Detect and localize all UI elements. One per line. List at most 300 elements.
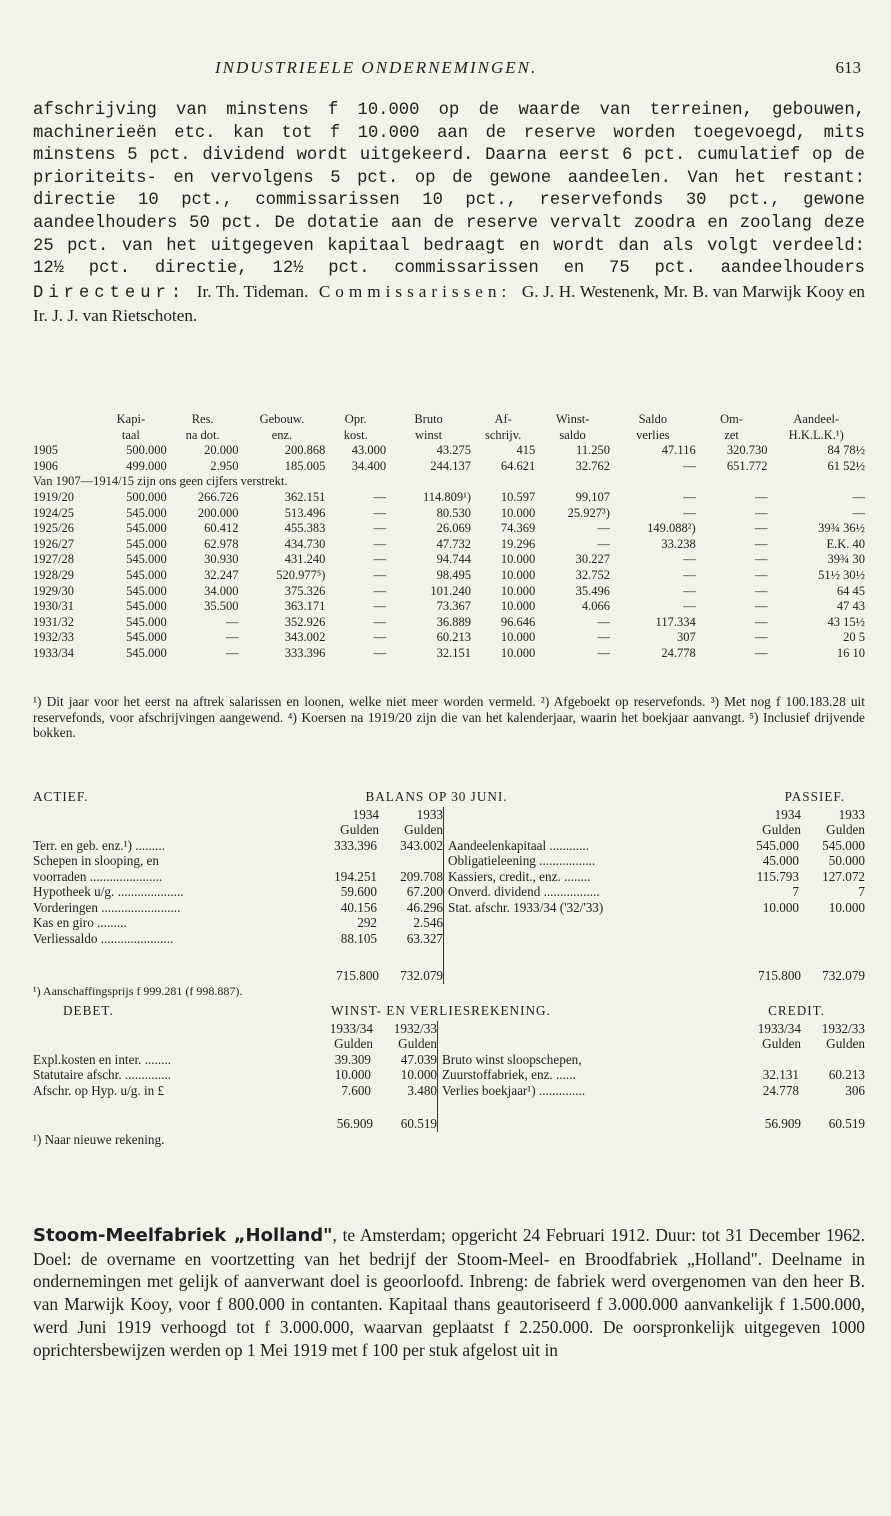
stats-cell: —: [373, 630, 387, 645]
credit-value-1: 24.778: [762, 1082, 799, 1098]
passief-row: [448, 853, 865, 869]
passief-value-1: 10.000: [762, 899, 799, 915]
passief-label: Stat. afschr. 1933/34 ('32/'33): [448, 899, 604, 915]
stats-cell: 545.000: [126, 630, 167, 645]
stats-cell: 26.069: [436, 521, 472, 536]
credit-value-2: 60.213: [828, 1067, 865, 1082]
stats-header-cell: H.K.L.K.¹): [788, 427, 844, 442]
stats-cell: 651.772: [726, 458, 768, 473]
stats-cell: —: [373, 505, 387, 520]
stats-cell: —: [683, 552, 696, 567]
wv-left-title: DEBET.: [63, 1003, 114, 1018]
debet-row: [33, 1083, 437, 1099]
stats-cell: 1919/20: [33, 489, 74, 504]
stats-cell: —: [852, 489, 865, 504]
stats-cell: 320.730: [726, 443, 768, 458]
credit-value-1: [737, 1052, 799, 1068]
stats-cell: —: [683, 567, 696, 582]
stats-cell: —: [373, 599, 387, 614]
wv-total-right-2: 60.519: [828, 1116, 865, 1131]
stats-header-cell: Saldo: [638, 412, 668, 426]
stats-cell: 39¾ 36½: [818, 521, 865, 536]
actief-value-2: 46.296: [406, 899, 443, 915]
stats-cell: 4.066: [581, 599, 610, 614]
stats-cell: 362.151: [284, 489, 326, 504]
stats-header-cell: Kapi-: [116, 412, 146, 426]
passief-value-2: 50.000: [828, 853, 865, 868]
stats-cell: —: [683, 489, 696, 504]
stats-cell: 513.496: [284, 505, 326, 520]
stats-cell: 1926/27: [33, 536, 74, 551]
stats-cell: 500.000: [126, 489, 167, 504]
year-col-2: 1932/33: [821, 1020, 865, 1036]
credit-row: [442, 1052, 865, 1068]
year-col-2: 1933: [838, 806, 865, 822]
stats-cell: —: [226, 630, 239, 645]
passief-label: Aandeelenkapitaal ............: [448, 837, 589, 853]
stats-cell: 1929/30: [33, 583, 74, 598]
credit-label: Zuurstoffabriek, enz. ......: [442, 1067, 576, 1082]
stats-header-cell: winst: [415, 427, 443, 442]
stats-cell: 20 5: [843, 630, 865, 645]
stats-cell: —: [754, 599, 768, 614]
stats-header-cell: Om-: [720, 412, 744, 426]
stats-header-cell: kost.: [343, 427, 368, 442]
stats-cell: 375.326: [284, 583, 326, 598]
stats-cell: —: [754, 630, 768, 645]
actief-row: [33, 853, 443, 869]
unit-col-1: Gulden: [762, 1036, 801, 1051]
stats-cell: 415: [516, 443, 536, 458]
passief-value-2: 7: [858, 884, 865, 899]
stats-row: [33, 521, 865, 537]
intro-text: afschrijving van minstens f 10.000 op de waarde van terreinen, gebouwen, machinerieën etc. kan tot f 10.000 aan de reserve worden toegevoegd, mits minstens 5 pct. dividend wordt uitgekeerd. Daarna eerst 6 pct. cumulatief op de prioriteits- en vervolgens 5 pct. op de gewone aandeelen. Van het restant: directie 10 pct., commissarissen 10 pct., reservefonds 30 pct., gewone aandeelhouders 50 pct. De dotatie aan de reserve vervalt zoodra en zoolang deze 25 pct. van het uitgegeven kapitaal bedraagt en wordt dan als volgt verdeeld: 12½ pct. directie, 12½ pct. commissarissen en 75 pct. aandeelhouders: [33, 101, 865, 279]
actief-label: Vorderingen ........................: [33, 899, 181, 915]
stats-cell: 35.496: [575, 583, 610, 598]
stats-cell: —: [597, 630, 610, 645]
stats-cell: 1927/28: [33, 552, 74, 567]
stats-row: [33, 584, 865, 600]
actief-label: Terr. en geb. enz.¹) .........: [33, 837, 165, 853]
stats-row: [33, 490, 865, 506]
stats-cell: 80.530: [436, 505, 472, 520]
stats-cell: 96.646: [500, 614, 536, 629]
passief-value-1: 45.000: [762, 853, 799, 868]
actief-value-2: 2.546: [413, 915, 443, 930]
actief-value-1: 292: [357, 915, 377, 930]
stats-cell: 200.000: [197, 505, 239, 520]
passief-value-1: 7: [792, 884, 799, 899]
stats-cell: —: [754, 536, 768, 551]
stats-cell: 60.412: [204, 521, 239, 536]
stats-cell: 545.000: [126, 552, 167, 567]
actief-value-1: 88.105: [340, 930, 377, 946]
balance-title: BALANS OP 30 JUNI.: [365, 789, 508, 804]
stats-cell: 455.383: [284, 521, 326, 536]
wv-total-right-1: 56.909: [764, 1116, 801, 1131]
stats-cell: 149.088²): [647, 521, 696, 536]
stats-cell: —: [373, 645, 387, 660]
wv-footnote: ¹) Naar nieuwe rekening.: [33, 1131, 165, 1147]
stats-header-cell: Gebouw.: [259, 412, 305, 426]
stats-cell: 10.000: [500, 552, 536, 567]
stats-header-cell: Winst-: [555, 412, 590, 426]
year-col-2: 1932/33: [393, 1020, 437, 1036]
stats-cell: —: [373, 536, 387, 551]
stats-header-cell: taal: [121, 427, 140, 442]
stats-cell: 43 15½: [827, 614, 865, 629]
passief-value-2: 545.000: [822, 837, 865, 853]
passief-value-1: 545.000: [756, 837, 799, 853]
year-col-1: 1933/34: [329, 1020, 373, 1036]
stats-cell: 32.247: [204, 567, 239, 582]
stats-cell: 114.809¹): [422, 489, 472, 504]
actief-value-2: 67.200: [406, 884, 443, 899]
stats-header-cell: Af-: [494, 412, 512, 426]
wv-total-left-1: 56.909: [336, 1116, 373, 1131]
stats-cell: 10.000: [500, 583, 536, 598]
stats-cell: —: [373, 521, 387, 536]
stats-cell: 307: [676, 630, 696, 645]
stats-cell: 30.227: [575, 552, 610, 567]
stats-cell: 10.000: [500, 645, 536, 660]
stats-cell: 545.000: [126, 583, 167, 598]
stats-cell: —: [373, 583, 387, 598]
actief-value-2: 209.708: [400, 868, 443, 884]
credit-value-1: 32.131: [762, 1067, 799, 1082]
actief-label: Schepen in slooping, en: [33, 853, 159, 868]
unit-col-1: Gulden: [762, 822, 801, 837]
company-name: Stoom-Meelfabriek „Holland": [33, 1225, 333, 1246]
stats-cell: 30.930: [204, 552, 239, 567]
credit-value-2: 306: [845, 1082, 865, 1098]
passief-label: Onverd. dividend .................: [448, 884, 600, 899]
footnotes-text: ¹) Dit jaar voor het eerst na aftrek salarissen en loonen, welke niet meer worden vermeld. ²) Afgeboekt op reservefonds. ³) Met nog f 100.183.28 uit reservefonds, voor afschrijvingen aangewend. ⁴) Koersen na 1919/20 zijn die van het kalenderjaar, waarin het boekjaar aanvangt. ⁵) Inclusief drijvende bokken.: [33, 694, 865, 740]
stats-cell: 64 45: [836, 583, 865, 598]
wv-right-title: CREDIT.: [768, 1003, 825, 1018]
company-entry: [33, 1224, 865, 1361]
actief-row: [33, 915, 443, 931]
stats-cell: 545.000: [126, 567, 167, 582]
stats-cell: 94.744: [436, 552, 472, 567]
balance-total-left-2: 732.079: [400, 968, 443, 983]
stats-cell: —: [754, 567, 768, 582]
credit-row: [442, 1083, 865, 1099]
stats-cell: —: [597, 614, 610, 629]
stats-header-cell: [33, 412, 95, 428]
year-col-1: 1934: [352, 806, 379, 822]
actief-value-2: 343.002: [400, 837, 443, 853]
actief-value-1: [315, 853, 377, 869]
credit-value-2: [799, 1052, 865, 1068]
stats-cell: —: [754, 614, 768, 629]
balance-left-title: ACTIEF.: [33, 789, 89, 804]
passief-row: [448, 869, 865, 885]
debet-label: Afschr. op Hyp. u/g. in £: [33, 1082, 165, 1098]
actief-label: Verliessaldo ......................: [33, 930, 174, 946]
actief-row: [33, 900, 443, 916]
stats-row: [33, 506, 865, 522]
stats-gap-text: Van 1907—1914/15 zijn ons geen cijfers verstrekt.: [33, 474, 288, 489]
balance-right-title: PASSIEF.: [784, 789, 845, 804]
debet-value-2: 3.480: [407, 1082, 437, 1098]
year-col-1: 1933/34: [757, 1020, 801, 1036]
stats-cell: 117.334: [655, 614, 696, 629]
stats-cell: 62.978: [204, 536, 239, 551]
wv-title: WINST- EN VERLIESREKENING.: [331, 1003, 551, 1018]
stats-cell: —: [226, 645, 239, 660]
passief-label: Kassiers, credit., enz. ........: [448, 868, 591, 884]
stats-cell: —: [597, 521, 610, 536]
unit-col-1: Gulden: [340, 822, 379, 837]
stats-cell: 16 10: [836, 645, 865, 660]
stats-cell: 434.730: [284, 536, 326, 551]
intro-paragraph: [33, 100, 865, 330]
stats-cell: 64.621: [500, 458, 536, 473]
stats-cell: 352.926: [284, 614, 326, 629]
stats-cell: 47.116: [661, 443, 696, 458]
stats-cell: —: [852, 505, 865, 520]
stats-cell: 266.726: [197, 489, 239, 504]
stats-cell: 47.732: [436, 536, 472, 551]
commissarissen-names: G. J. H. Westenenk, Mr. B. van Marwijk Kooy en Ir. J. J. van Rietschoten.: [33, 281, 865, 326]
stats-header-row: [33, 412, 865, 428]
wv-total-left-2: 60.519: [400, 1116, 437, 1131]
passief-row: [448, 884, 865, 900]
statistics-table: [33, 412, 865, 662]
stats-cell: —: [683, 583, 696, 598]
stats-row: [33, 552, 865, 568]
stats-header-cell: schrijv.: [484, 427, 522, 442]
actief-row: [33, 869, 443, 885]
debet-row: [33, 1052, 437, 1068]
stats-cell: —: [683, 599, 696, 614]
stats-cell: —: [226, 614, 239, 629]
stats-cell: 545.000: [126, 536, 167, 551]
stats-cell: —: [373, 614, 387, 629]
stats-cell: 244.137: [430, 458, 472, 473]
stats-cell: 60.213: [436, 630, 472, 645]
stats-cell: —: [754, 645, 768, 660]
stats-header-cell: Opr.: [344, 412, 367, 426]
stats-cell: 51½ 30½: [818, 567, 865, 582]
stats-cell: 32.151: [436, 645, 472, 660]
stats-cell: —: [683, 505, 696, 520]
debet-row: [33, 1067, 437, 1083]
stats-cell: 545.000: [126, 505, 167, 520]
stats-header-cell: na dot.: [185, 427, 220, 442]
stats-cell: —: [754, 505, 768, 520]
stats-cell: 43.000: [351, 443, 387, 458]
stats-cell: 1931/32: [33, 614, 74, 629]
passief-value-1: 115.793: [756, 868, 799, 884]
debet-label: Statutaire afschr. ..............: [33, 1067, 172, 1082]
debet-value-1: 7.600: [341, 1082, 371, 1098]
stats-cell: 84 78½: [827, 443, 865, 458]
stats-cell: 20.000: [204, 443, 239, 458]
year-col-2: 1933: [416, 806, 443, 822]
balance-sheet: [33, 789, 865, 999]
actief-value-2: 63.327: [406, 930, 443, 946]
passief-value-2: 10.000: [828, 899, 865, 915]
debet-value-2: 10.000: [400, 1067, 437, 1082]
debet-value-1: 10.000: [334, 1067, 371, 1082]
stats-cell: 34.000: [204, 583, 239, 598]
stats-header-cell: Res.: [191, 412, 214, 426]
stats-cell: 101.240: [430, 583, 472, 598]
directeur-name: Ir. Th. Tideman.: [196, 281, 309, 301]
actief-label: Kas en giro .........: [33, 915, 127, 930]
balance-total-right-2: 732.079: [822, 968, 865, 983]
stats-cell: 500.000: [126, 443, 167, 458]
commissarissen-label: Commissarissen:: [318, 281, 512, 301]
stats-header-cell: zet: [724, 427, 739, 442]
profit-loss-account: [33, 1003, 865, 1147]
stats-cell: 2.950: [210, 458, 239, 473]
year-col-1: 1934: [774, 806, 801, 822]
stats-cell: 33.238: [661, 536, 696, 551]
stats-cell: 520.977⁵): [276, 567, 326, 582]
stats-row: [33, 537, 865, 553]
stats-header-cell: Bruto: [414, 412, 443, 426]
stats-row: [33, 630, 865, 646]
stats-cell: 499.000: [126, 458, 167, 473]
actief-row: [33, 931, 443, 947]
stats-cell: 545.000: [126, 521, 167, 536]
stats-cell: 61 52½: [827, 458, 865, 473]
stats-cell: 39¾ 30: [827, 552, 865, 567]
stats-cell: 73.367: [436, 599, 472, 614]
stats-cell: 1932/33: [33, 630, 74, 645]
stats-cell: 99.107: [575, 489, 610, 504]
stats-row: [33, 615, 865, 631]
actief-value-2: [377, 853, 443, 869]
stats-cell: 35.500: [204, 599, 239, 614]
stats-row: [33, 568, 865, 584]
unit-col-2: Gulden: [826, 822, 865, 837]
stats-cell: E.K. 40: [826, 536, 865, 551]
stats-cell: 10.000: [500, 505, 536, 520]
stats-gap-row: [33, 474, 865, 490]
stats-cell: 11.250: [576, 443, 610, 458]
company-text: , te Amsterdam; opgericht 24 Februari 1912. Duur: tot 31 December 1962. Doel: de overname en voortzetting van het bedrijf der Stoom-Meel- en Broodfabriek „Holland". Deelname in ondernemingen met gelijk of aanverwant doel is geoorloofd. Inbreng: de fabriek werd overgenomen van den heer B. van Marwijk Kooy, voor f 800.000 in contanten. Kapitaal thans geautoriseerd f 3.000.000 aanvankelijk f 1.500.000, werd Juni 1919 verhoogd tot f 3.000.000, waarvan geplaatst f 2.250.000. De oorspronkelijk uitgegeven 1000 oprichtersbewijzen werden op 1 Mei 1919 met f 100 per stuk afgelost uit in: [33, 1225, 865, 1360]
stats-row: [33, 646, 865, 662]
stats-header-cell: [33, 428, 95, 444]
stats-cell: 363.171: [284, 599, 326, 614]
actief-value-1: 40.156: [340, 899, 377, 915]
running-title: INDUSTRIEELE ONDERNEMINGEN.: [215, 58, 538, 77]
stats-header-cell: Aandeel-: [793, 412, 840, 426]
stats-cell: 19.296: [500, 536, 536, 551]
stats-header-cell: verlies: [636, 427, 670, 442]
debet-value-2: 47.039: [400, 1051, 437, 1067]
stats-cell: 200.868: [284, 443, 326, 458]
balance-total-left-1: 715.800: [336, 968, 379, 983]
unit-col-1: Gulden: [334, 1036, 373, 1051]
stats-cell: 1924/25: [33, 505, 74, 520]
stats-cell: 10.000: [500, 567, 536, 582]
stats-cell: —: [683, 458, 696, 473]
stats-row: [33, 443, 865, 459]
actief-label: Hypotheek u/g. ....................: [33, 884, 184, 899]
actief-value-1: 333.396: [334, 837, 377, 853]
page-number: 613: [835, 58, 861, 77]
stats-cell: 98.495: [436, 567, 472, 582]
stats-cell: 343.002: [284, 630, 326, 645]
stats-cell: 431.240: [284, 552, 326, 567]
passief-value-2: 127.072: [822, 868, 865, 884]
debet-label: Expl.kosten en inter. ........: [33, 1051, 172, 1067]
debet-value-1: 39.309: [334, 1051, 371, 1067]
balance-total-right-1: 715.800: [758, 968, 801, 983]
stats-cell: —: [373, 489, 387, 504]
actief-label: voorraden ......................: [33, 868, 163, 884]
passief-row: [448, 838, 865, 854]
stats-cell: —: [373, 567, 387, 582]
stats-cell: 1933/34: [33, 645, 74, 660]
stats-cell: —: [754, 521, 768, 536]
unit-col-2: Gulden: [826, 1036, 865, 1051]
passief-label: Obligatieleening .................: [448, 853, 596, 868]
stats-cell: 24.778: [661, 645, 696, 660]
credit-label: Verlies boekjaar¹) ..............: [442, 1082, 586, 1098]
stats-cell: —: [597, 645, 610, 660]
stats-cell: —: [754, 489, 768, 504]
stats-header-cell: saldo: [559, 427, 586, 442]
stats-cell: 32.762: [575, 458, 610, 473]
passief-row: [448, 900, 865, 916]
credit-row: [442, 1067, 865, 1083]
stats-row: [33, 599, 865, 615]
stats-cell: 1905: [33, 443, 58, 458]
actief-row: [33, 884, 443, 900]
stats-header-row: [33, 428, 865, 444]
stats-cell: 36.889: [436, 614, 472, 629]
stats-cell: 10.000: [500, 630, 536, 645]
actief-value-1: 194.251: [334, 868, 377, 884]
stats-cell: —: [373, 552, 387, 567]
stats-cell: 545.000: [126, 645, 167, 660]
stats-cell: 43.275: [436, 443, 472, 458]
stats-cell: 1925/26: [33, 521, 74, 536]
actief-value-1: 59.600: [340, 884, 377, 899]
stats-cell: 32.752: [575, 567, 610, 582]
stats-header-cell: enz.: [271, 427, 293, 442]
table-footnotes: [33, 694, 865, 741]
stats-row: [33, 459, 865, 475]
stats-cell: —: [754, 583, 768, 598]
stats-cell: 333.396: [284, 645, 326, 660]
stats-cell: 10.597: [500, 489, 536, 504]
credit-label: Bruto winst sloopschepen,: [442, 1051, 582, 1067]
unit-col-2: Gulden: [404, 822, 443, 837]
stats-cell: 74.369: [500, 521, 536, 536]
stats-cell: 185.005: [284, 458, 326, 473]
unit-col-2: Gulden: [398, 1036, 437, 1051]
stats-cell: 1930/31: [33, 599, 74, 614]
stats-cell: 25.927³): [567, 505, 610, 520]
stats-cell: 1906: [33, 458, 58, 473]
stats-cell: —: [597, 536, 610, 551]
stats-cell: 545.000: [126, 614, 167, 629]
directeur-label: Directeur:: [33, 283, 187, 303]
stats-cell: —: [754, 552, 768, 567]
stats-cell: 1928/29: [33, 567, 74, 582]
stats-cell: 10.000: [500, 599, 536, 614]
stats-cell: 47 43: [836, 599, 865, 614]
stats-cell: 34.400: [351, 458, 387, 473]
stats-cell: 545.000: [126, 599, 167, 614]
